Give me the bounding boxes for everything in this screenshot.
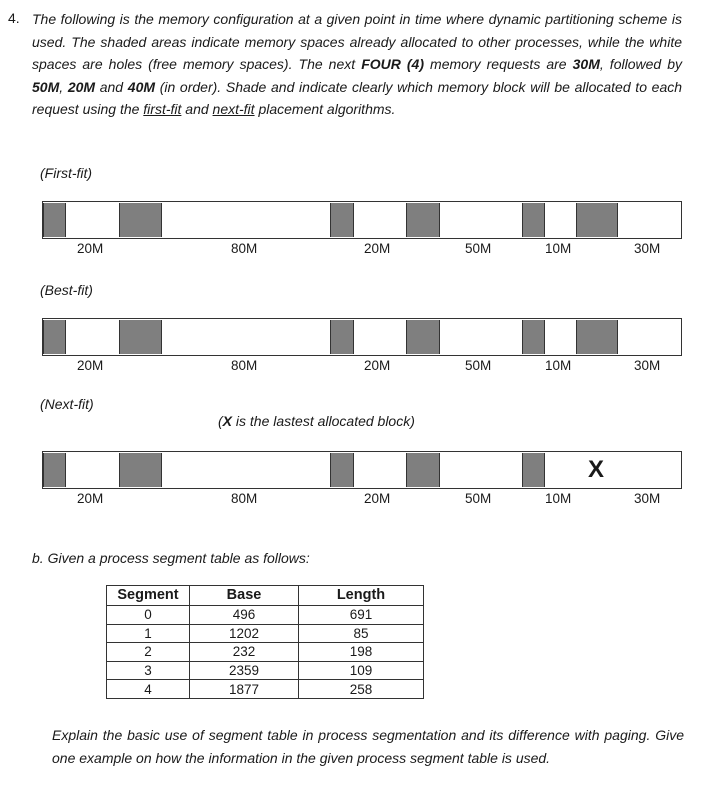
allocated-block [43, 203, 66, 237]
q-mid4: and [95, 78, 128, 95]
hole-size-label: 80M [231, 491, 258, 506]
allocated-block [406, 453, 440, 487]
hole-size-label: 20M [364, 358, 391, 373]
cell-length: 109 [299, 661, 424, 680]
q-mid1: memory requests are [424, 56, 573, 73]
hole-size-label: 80M [231, 241, 258, 256]
allocated-block [119, 453, 162, 487]
allocated-block [330, 453, 354, 487]
segment-table-header [107, 586, 424, 606]
q-mid6: and [181, 101, 213, 118]
cell-base: 2359 [190, 661, 299, 680]
cell-base: 1202 [190, 624, 299, 643]
hole-size-label: 20M [77, 241, 104, 256]
cell-segment: 1 [107, 624, 190, 643]
allocated-block [576, 203, 618, 237]
q-intro: The following is the memory configuration at a given point in time where dynamic partitioning scheme is used. The shaded areas indicate memory spaces already allocated to other processes, while the white spaces are holes (free memory spaces). The next [32, 11, 682, 73]
hole-size-label: 20M [77, 491, 104, 506]
hole-size-label: 10M [545, 358, 572, 373]
header-length: Length [299, 586, 424, 606]
header-base: Base [190, 586, 299, 606]
cell-length: 691 [299, 606, 424, 625]
cell-base: 496 [190, 606, 299, 625]
last-allocated-x-mark: X [587, 456, 604, 483]
hole-size-label: 10M [545, 491, 572, 506]
note-rest: is the lastest allocated block) [232, 413, 415, 429]
table-row [107, 680, 424, 699]
best-fit-label: (Best-fit) [40, 282, 93, 298]
allocated-block [576, 320, 618, 354]
cell-segment: 4 [107, 680, 190, 699]
table-row [107, 643, 424, 662]
hole-size-label: 30M [634, 358, 661, 373]
part-b-label: b. Given a process segment table as follows: [32, 550, 310, 566]
allocated-block [43, 320, 66, 354]
question-number: 4. [8, 10, 20, 26]
segment-table [106, 585, 424, 699]
first-fit-memory-bar[interactable] [42, 201, 682, 239]
hole-size-label: 50M [465, 491, 492, 506]
hole-size-label: 50M [465, 358, 492, 373]
next-fit-note [218, 413, 415, 429]
cell-base: 1877 [190, 680, 299, 699]
cell-segment: 2 [107, 643, 190, 662]
q-end: placement algorithms. [254, 101, 396, 118]
next-fit-label: (Next-fit) [40, 396, 94, 412]
next-fit-memory-bar[interactable] [42, 451, 682, 489]
q-req2: 50M [32, 78, 60, 95]
cell-segment: 0 [107, 606, 190, 625]
table-row [107, 661, 424, 680]
q-req3: 20M [67, 78, 96, 95]
cell-length: 198 [299, 643, 424, 662]
hole-size-label: 20M [364, 241, 391, 256]
q-mid2: , followed by [599, 56, 682, 73]
table-row [107, 624, 424, 643]
hole-size-label: 20M [77, 358, 104, 373]
allocated-block [406, 320, 440, 354]
note-x: X [222, 413, 233, 429]
cell-length: 85 [299, 624, 424, 643]
hole-size-label: 80M [231, 358, 258, 373]
q-mid5: (in order). Shade and indicate clearly which memory block will be allocated to each request using the [32, 78, 683, 118]
q-req4: 40M [127, 78, 156, 95]
best-fit-memory-bar[interactable] [42, 318, 682, 356]
allocated-block [522, 320, 545, 354]
allocated-block [119, 203, 162, 237]
allocated-block [406, 203, 440, 237]
hole-size-label: 50M [465, 241, 492, 256]
first-fit-label: (First-fit) [40, 165, 93, 181]
q-four: FOUR (4) [361, 56, 424, 73]
allocated-block [119, 320, 162, 354]
cell-segment: 3 [107, 661, 190, 680]
question-text [32, 8, 682, 121]
q-next-fit: next-fit [212, 101, 255, 118]
allocated-block [522, 453, 545, 487]
hole-size-label: 20M [364, 491, 391, 506]
allocated-block [522, 203, 545, 237]
allocated-block [330, 320, 354, 354]
q-req1: 30M [572, 56, 600, 73]
table-row [107, 606, 424, 625]
note-open: ( [218, 413, 223, 429]
part-b-explain-text: Explain the basic use of segment table in process segmentation and its difference with paging. Give one example on how the information in the given process segment table is used. [52, 727, 684, 766]
hole-size-label: 10M [545, 241, 572, 256]
hole-size-label: 30M [634, 241, 661, 256]
cell-length: 258 [299, 680, 424, 699]
q-mid3: , [59, 78, 68, 95]
header-segment: Segment [107, 586, 190, 606]
q-first-fit: first-fit [143, 101, 182, 118]
hole-size-label: 30M [634, 491, 661, 506]
allocated-block [43, 453, 66, 487]
cell-base: 232 [190, 643, 299, 662]
allocated-block [330, 203, 354, 237]
